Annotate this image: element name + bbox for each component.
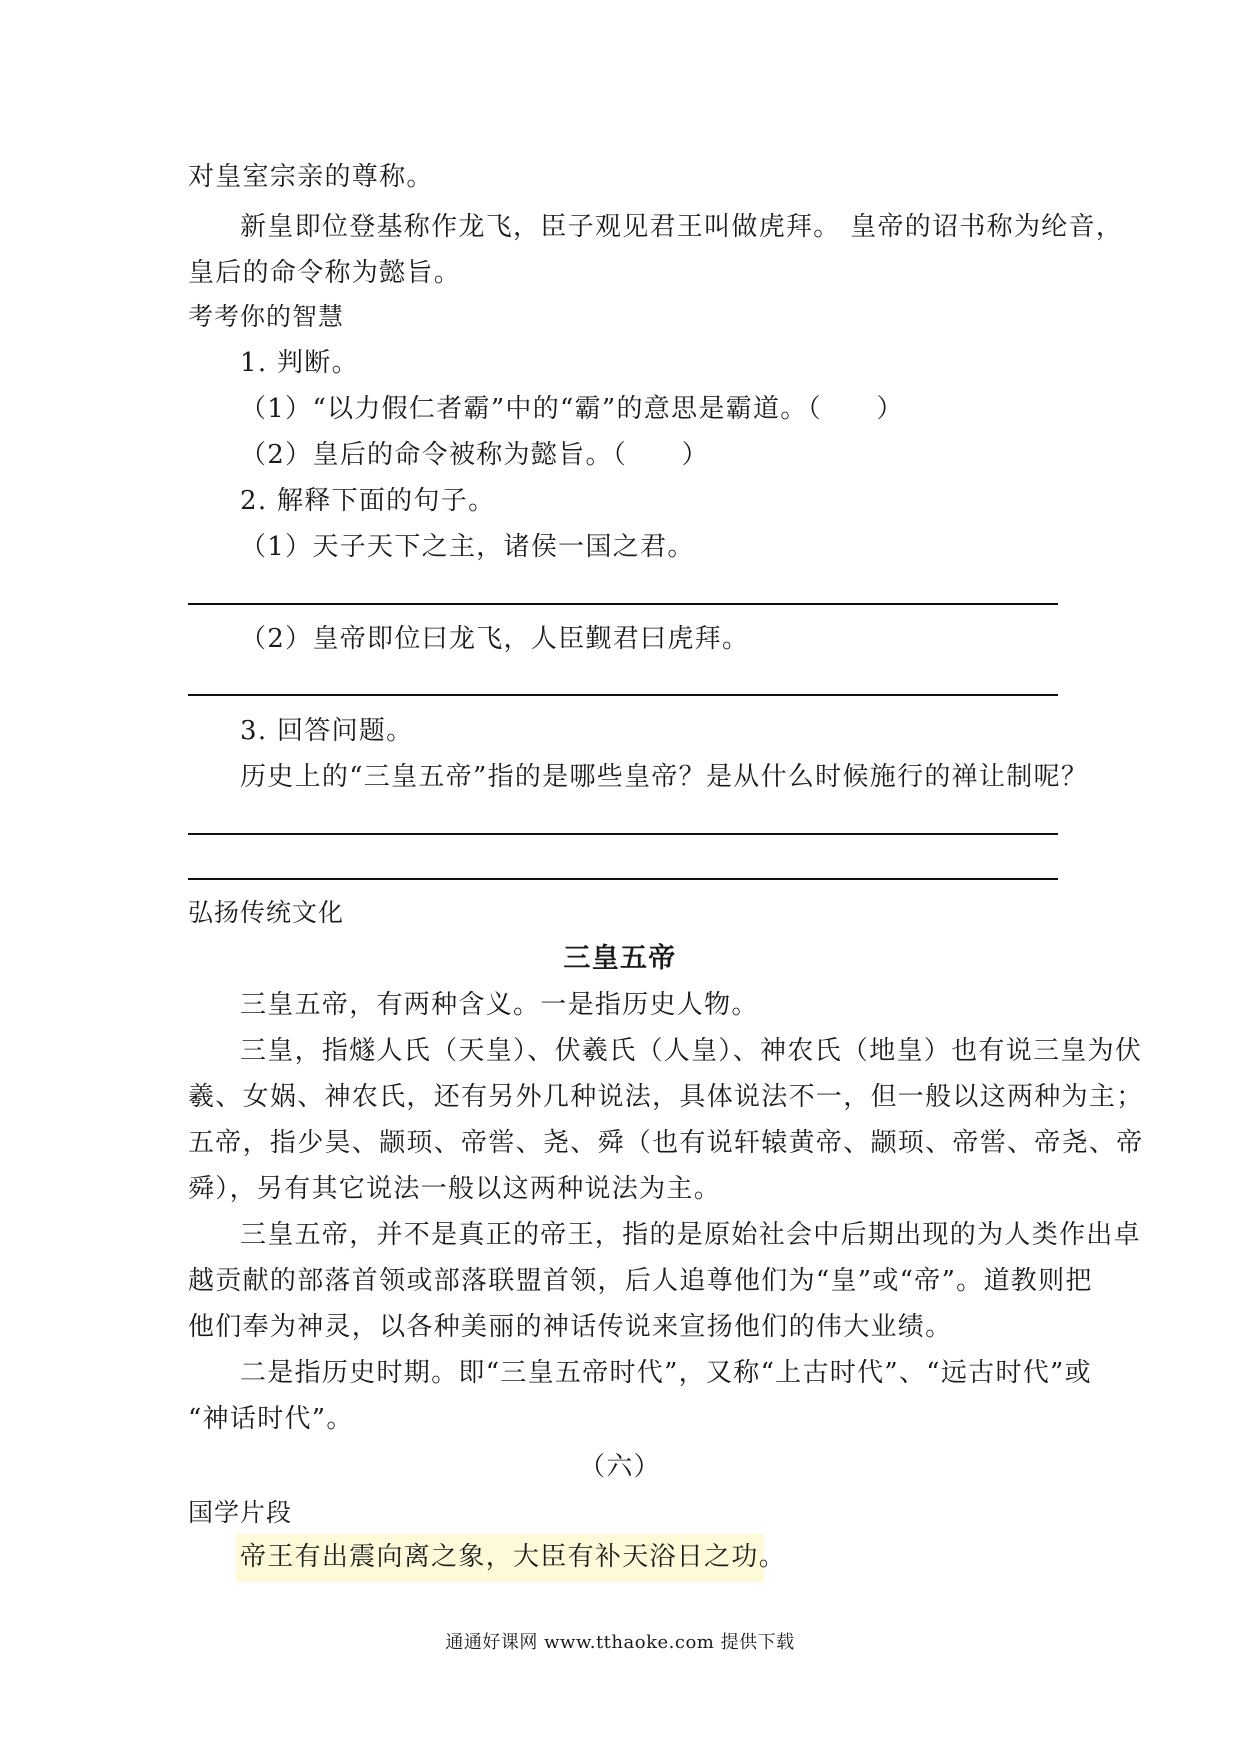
- paragraph-line: 舜），另有其它说法一般以这两种说法为主。: [188, 1174, 722, 1204]
- article-title: 三皇五帝: [563, 943, 677, 974]
- section-heading: 考考你的智慧: [188, 302, 345, 331]
- paragraph-line: 他们奉为神灵，以各种美丽的神话传说来宣扬他们的伟大业绩。: [188, 1312, 953, 1342]
- section-number: （六）: [579, 1452, 661, 1482]
- quote-text: 帝王有出震向离之象，大臣有补天浴日之功。: [240, 1542, 787, 1572]
- paragraph-line: “神话时代”。: [188, 1404, 354, 1434]
- paragraph-line: 三皇五帝，有两种含义。一是指历史人物。: [240, 990, 759, 1020]
- question-number: 1. 判断。: [240, 348, 359, 378]
- question-item: （2）皇帝即位曰龙飞，人臣觐君曰虎拜。: [240, 624, 750, 654]
- question-item: 历史上的“三皇五帝”指的是哪些皇帝？是从什么时候施行的禅让制呢？: [240, 762, 1089, 792]
- text-line: 对皇室宗亲的尊称。: [188, 162, 434, 192]
- section-heading: 弘扬传统文化: [188, 898, 345, 927]
- answer-line: [188, 603, 1058, 605]
- text-line: 皇后的命令称为懿旨。: [188, 258, 462, 288]
- question-number: 2. 解释下面的句子。: [240, 486, 496, 516]
- paragraph-line: 羲、女娲、神农氏，还有另外几种说法，具体说法不一，但一般以这两种为主；: [188, 1082, 1144, 1112]
- text-line: 新皇即位登基称作龙飞，臣子观见君王叫做虎拜。 皇帝的诏书称为纶音，: [240, 212, 1124, 242]
- paragraph-line: 三皇，指燧人氏（天皇）、伏羲氏（人皇）、神农氏（地皇）也有说三皇为伏: [240, 1036, 1143, 1066]
- paragraph-line: 越贡献的部落首领或部落联盟首领，后人追尊他们为“皇”或“帝”。道教则把: [188, 1266, 1093, 1296]
- question-item: （1）天子天下之主，诸侯一国之君。: [240, 532, 695, 562]
- question-number: 3. 回答问题。: [240, 716, 414, 746]
- question-item: （1）“以力假仁者霸”中的“霸”的意思是霸道。（ ）: [240, 394, 904, 424]
- paragraph-line: 二是指历史时期。即“三皇五帝时代”，又称“上古时代”、“远古时代”或: [240, 1358, 1092, 1388]
- answer-line: [188, 833, 1058, 835]
- answer-line: [188, 694, 1058, 696]
- paragraph-line: 三皇五帝，并不是真正的帝王，指的是原始社会中后期出现的为人类作出卓: [240, 1220, 1141, 1250]
- question-item: （2）皇后的命令被称为懿旨。（ ）: [240, 440, 709, 470]
- answer-line: [188, 878, 1058, 880]
- page-footer: 通通好课网 www.tthaoke.com 提供下载: [445, 1632, 795, 1653]
- section-heading: 国学片段: [188, 1498, 293, 1527]
- paragraph-line: 五帝，指少昊、颛顼、帝喾、尧、舜（也有说轩辕黄帝、颛顼、帝喾、帝尧、帝: [188, 1128, 1144, 1158]
